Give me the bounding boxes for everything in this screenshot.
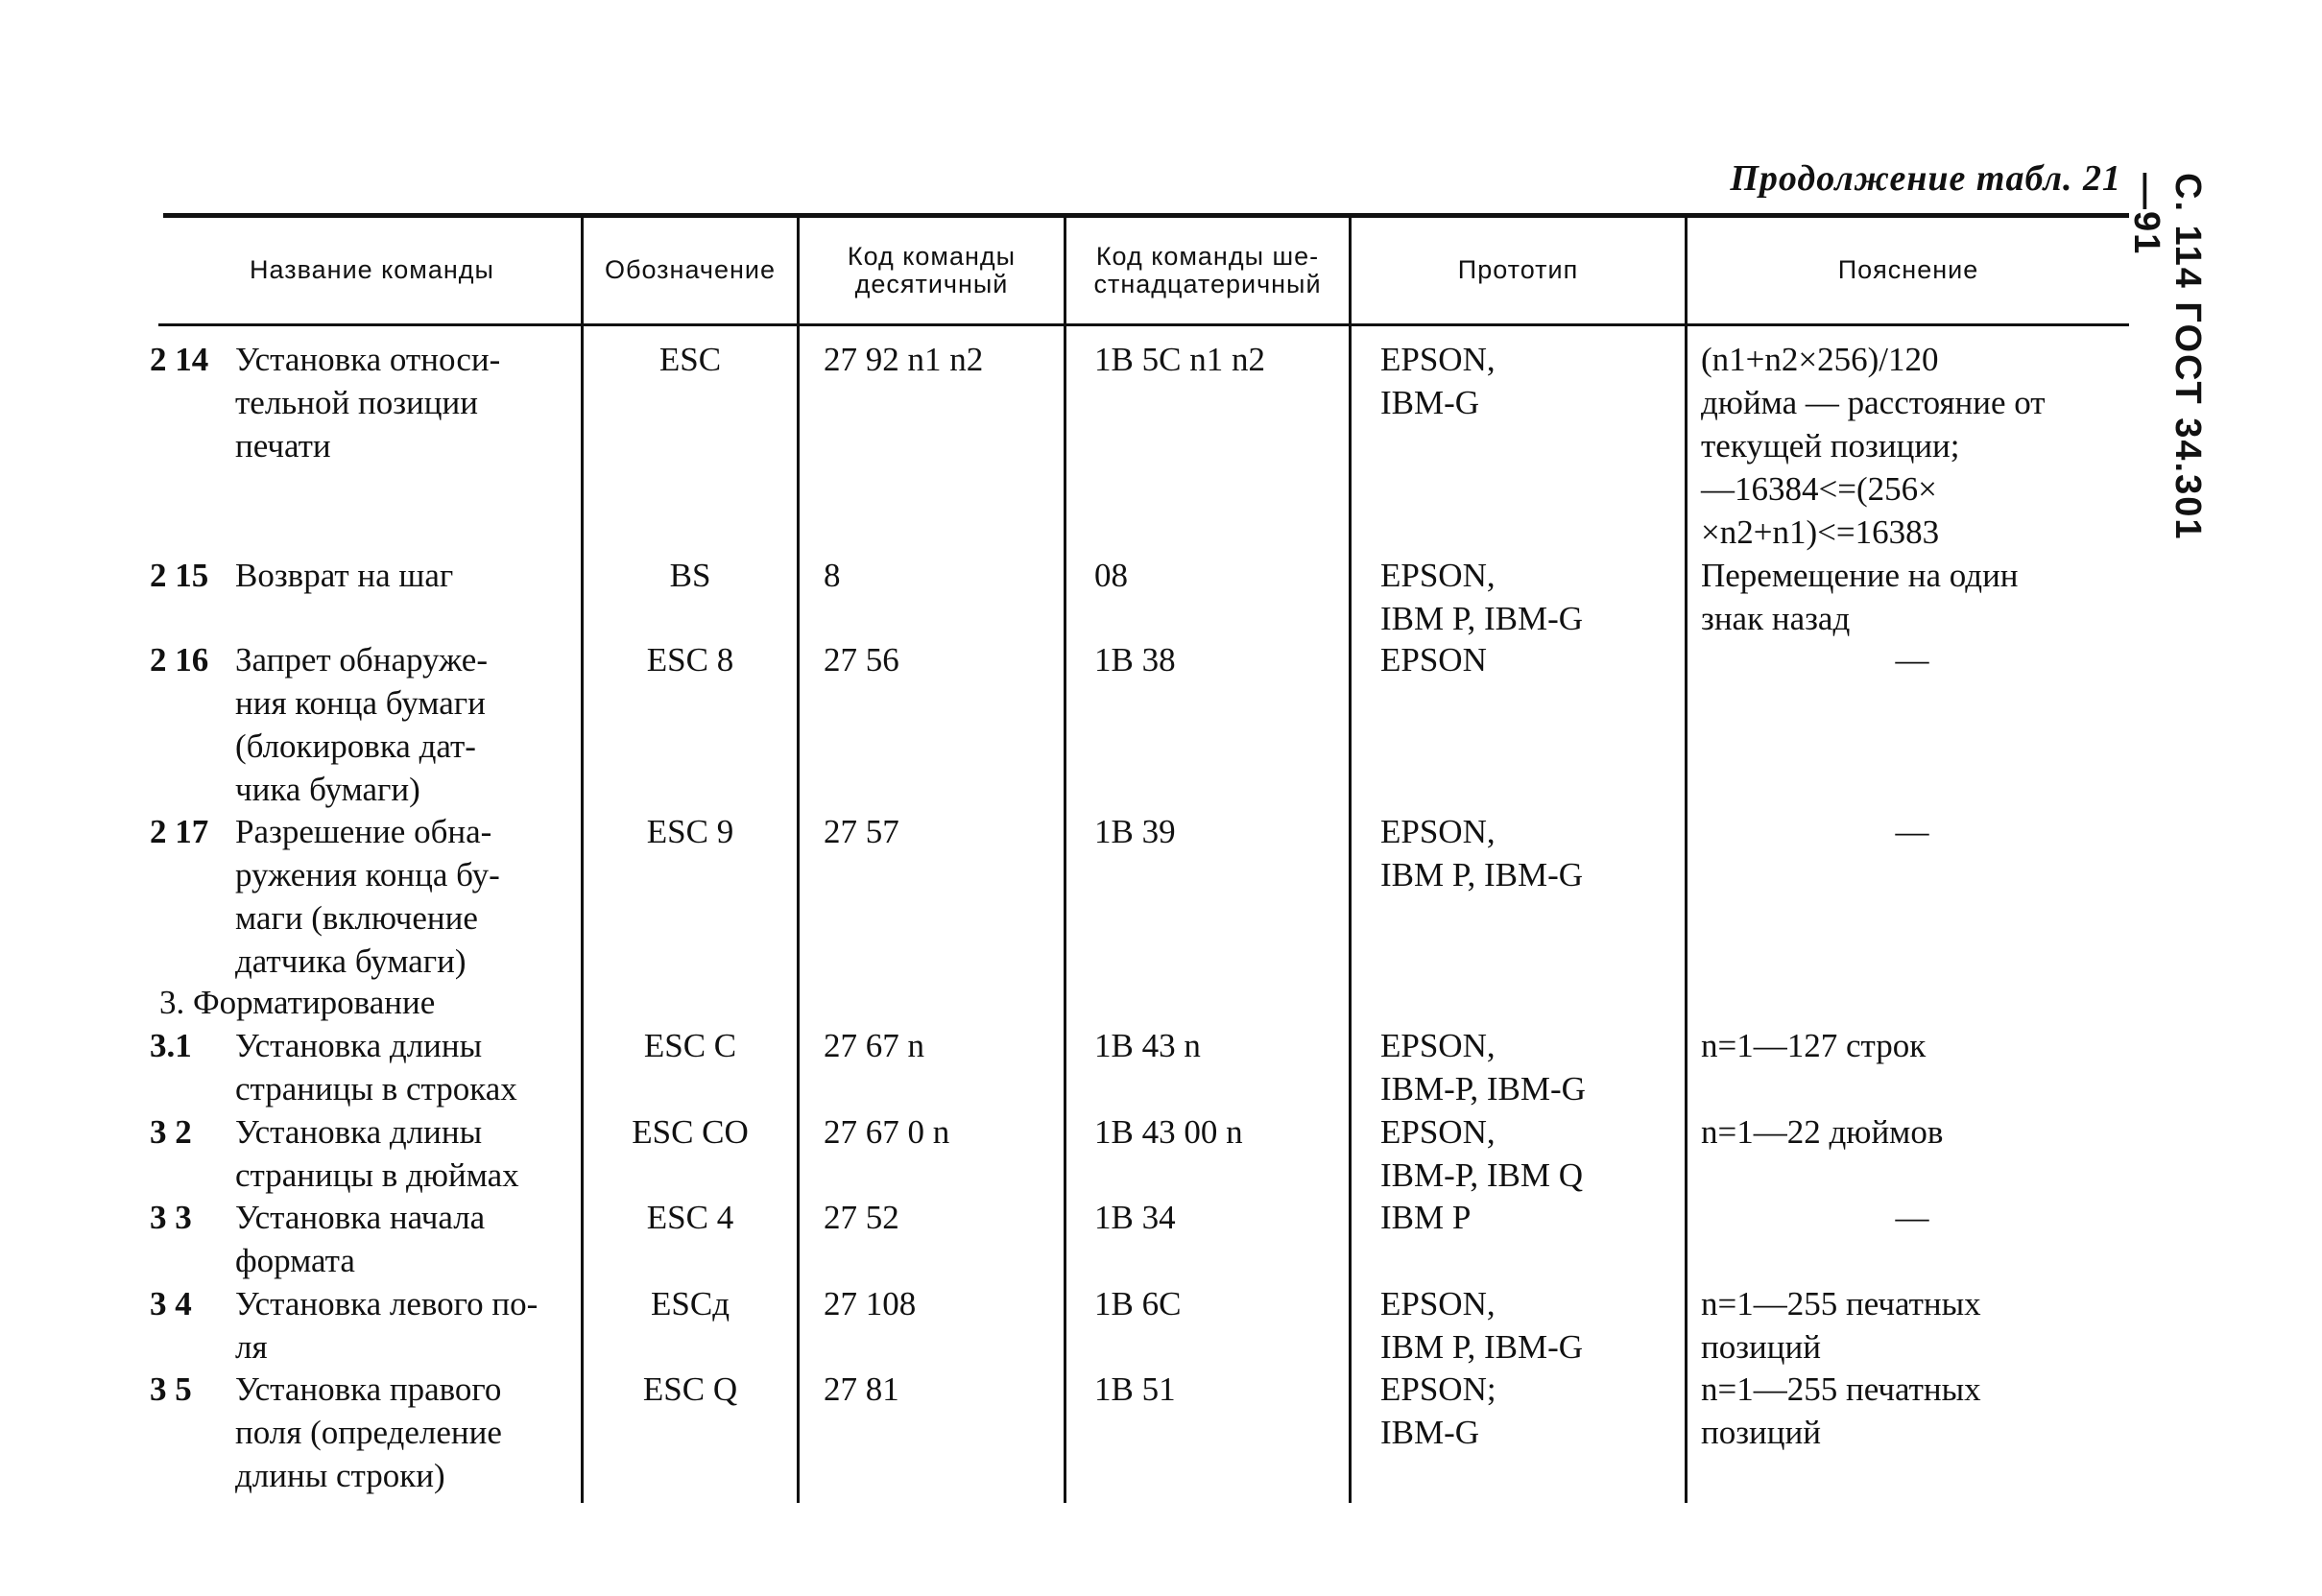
prototype-line: EPSON,: [1380, 1285, 1496, 1322]
prototype-line: EPSON,: [1380, 1027, 1496, 1064]
column-header-line: десятичный: [854, 269, 1009, 298]
hex-code-line: 1B 43 00 n: [1094, 1113, 1243, 1151]
hex-code: [1094, 1110, 1349, 1154]
decimal-code: [824, 554, 1064, 597]
command-name: [235, 810, 571, 983]
hex-code: [1094, 1196, 1349, 1239]
prototype-line: IBM-P, IBM Q: [1380, 1156, 1584, 1194]
command-name-line: Установка длины: [235, 1027, 483, 1064]
item-number: [150, 1110, 219, 1154]
command-name-line: формата: [235, 1242, 355, 1279]
explanation: [1701, 1282, 2123, 1369]
command-symbol: [584, 338, 797, 381]
column-divider: [1685, 217, 1688, 1503]
hex-code-line: 08: [1094, 557, 1128, 594]
command-name: [235, 638, 571, 811]
command-name-line: (блокировка дат-: [235, 727, 476, 765]
decimal-code: [824, 638, 1064, 681]
hex-code: [1094, 1368, 1349, 1411]
item-number: [150, 1368, 219, 1411]
explanation: [1701, 1196, 2123, 1239]
command-name: [235, 338, 571, 467]
item-number: [150, 638, 219, 681]
command-name-line: Разрешение обна-: [235, 813, 492, 850]
prototype-line: EPSON,: [1380, 557, 1496, 594]
command-name-line: страницы в строках: [235, 1070, 517, 1108]
decimal-code-line: 27 52: [824, 1199, 899, 1236]
command-name-line: Установка левого по-: [235, 1285, 539, 1322]
command-symbol-line: ESC 9: [646, 813, 734, 850]
explanation-line: n=1—255 печатных: [1701, 1370, 1981, 1408]
explanation: [1701, 1110, 2123, 1154]
hex-code-line: 1B 34: [1094, 1199, 1176, 1236]
decimal-code: [824, 1282, 1064, 1325]
prototype-line: EPSON,: [1380, 813, 1496, 850]
column-divider: [797, 217, 800, 1503]
command-name: [235, 1368, 571, 1497]
prototype-line: IBM-P, IBM-G: [1380, 1070, 1586, 1108]
decimal-code-line: 27 92 n1 n2: [824, 341, 984, 378]
decimal-code: [824, 810, 1064, 853]
explanation-line: —: [1895, 813, 1929, 850]
prototype-line: EPSON,: [1380, 341, 1496, 378]
explanation-line: n=1—255 печатных: [1701, 1285, 1981, 1322]
explanation-line: дюйма — расстояние от: [1701, 384, 2046, 421]
table-continuation-caption: Продолжение табл. 21: [1730, 158, 2121, 199]
command-name-line: длины строки): [235, 1457, 445, 1494]
item-number: [150, 1282, 219, 1325]
hex-code-line: 1B 5C n1 n2: [1094, 341, 1265, 378]
column-header-line: Код команды ше-: [1095, 242, 1320, 272]
column-header-line: Код команды: [847, 242, 1017, 272]
prototype: [1380, 554, 1685, 640]
command-name-line: тельной позиции: [235, 384, 478, 421]
explanation-line: ×n2+n1)<=16383: [1701, 513, 1940, 551]
item-number: [150, 810, 219, 853]
item-number-line: 3 5: [150, 1370, 192, 1408]
explanation-line: (n1+n2×256)/120: [1701, 341, 1939, 378]
column-header-line: Название команды: [250, 255, 494, 285]
decimal-code: [824, 1368, 1064, 1411]
hex-code: [1094, 810, 1349, 853]
decimal-code-line: 27 67 0 n: [824, 1113, 950, 1151]
command-name: [235, 1282, 571, 1369]
table-header-rule: [158, 323, 2129, 326]
command-symbol-line: ESC 8: [646, 641, 734, 679]
explanation: [1701, 810, 2123, 853]
command-name-line: Установка относи-: [235, 341, 501, 378]
item-number-line: 3 3: [150, 1199, 192, 1236]
column-header-decimal-code: [800, 217, 1064, 323]
item-number-line: 2 17: [150, 813, 209, 850]
decimal-code-line: 27 81: [824, 1370, 899, 1408]
decimal-code: [824, 1110, 1064, 1154]
command-symbol-line: ESC C: [643, 1027, 737, 1064]
column-header-line: стнадцатеричный: [1093, 269, 1322, 298]
explanation-line: текущей позиции;: [1701, 427, 1960, 465]
command-name: [235, 1196, 571, 1282]
item-number: [150, 554, 219, 597]
command-symbol-line: ESC: [658, 341, 722, 378]
explanation-line: знак назад: [1701, 600, 1851, 637]
column-divider: [1349, 217, 1352, 1503]
column-header-line: Обозначение: [605, 255, 776, 285]
hex-code-line: 1B 6C: [1094, 1285, 1182, 1322]
decimal-code: [824, 1196, 1064, 1239]
hex-code: [1094, 638, 1349, 681]
hex-code: [1094, 1024, 1349, 1067]
command-name: [235, 1110, 571, 1197]
column-header-line: Пояснение: [1837, 255, 1979, 285]
prototype: [1380, 810, 1685, 896]
command-symbol: [584, 1282, 797, 1325]
prototype-line: IBM P, IBM-G: [1380, 600, 1584, 637]
prototype: [1380, 1282, 1685, 1369]
column-header-command-name: [163, 217, 581, 323]
section-heading: [159, 981, 591, 1024]
prototype: [1380, 638, 1685, 681]
prototype-line: EPSON;: [1380, 1370, 1496, 1408]
hex-code-line: 1B 51: [1094, 1370, 1176, 1408]
column-header-line: Прототип: [1457, 255, 1579, 285]
decimal-code-line: 27 57: [824, 813, 899, 850]
command-name-line: Установка длины: [235, 1113, 483, 1151]
prototype: [1380, 338, 1685, 424]
item-number-line: 2 14: [150, 341, 209, 378]
explanation-line: Перемещение на один: [1701, 557, 2019, 594]
item-number-line: 2 16: [150, 641, 209, 679]
command-name-line: ля: [235, 1328, 268, 1366]
command-name: [235, 554, 571, 597]
hex-code: [1094, 1282, 1349, 1325]
hex-code-line: 1B 43 n: [1094, 1027, 1201, 1064]
command-symbol: [584, 1024, 797, 1067]
explanation-line: позиций: [1701, 1414, 1821, 1451]
item-number: [150, 1196, 219, 1239]
explanation-line: —: [1895, 1199, 1929, 1236]
command-symbol-line: ESC Q: [642, 1370, 738, 1408]
prototype-line: IBM P, IBM-G: [1380, 1328, 1584, 1366]
explanation: [1701, 338, 2123, 554]
explanation-line: позиций: [1701, 1328, 1821, 1366]
item-number-line: 3 4: [150, 1285, 192, 1322]
hex-code-line: 1B 39: [1094, 813, 1176, 850]
explanation: [1701, 1368, 2123, 1454]
command-symbol-line: ESC CO: [632, 1113, 749, 1151]
page-running-header: С. 114 ГОСТ 34.301—91: [2126, 173, 2208, 541]
explanation: [1701, 638, 2123, 681]
hex-code: [1094, 338, 1349, 381]
command-name-line: Установка начала: [235, 1199, 486, 1236]
decimal-code: [824, 1024, 1064, 1067]
explanation-line: —16384<=(256×: [1701, 470, 1937, 508]
prototype: [1380, 1024, 1685, 1110]
command-symbol: [584, 1196, 797, 1239]
item-number: [150, 338, 219, 381]
explanation-line: n=1—127 строк: [1701, 1027, 1927, 1064]
item-number: [150, 1024, 219, 1067]
decimal-code-line: 27 67 n: [824, 1027, 924, 1064]
command-name-line: датчика бумаги): [235, 942, 467, 980]
command-name: [235, 1024, 571, 1110]
command-name-line: ружения конца бу-: [235, 856, 500, 893]
explanation-line: n=1—22 дюймов: [1701, 1113, 1944, 1151]
column-header-symbol: [584, 217, 797, 323]
command-name-line: страницы в дюймах: [235, 1156, 519, 1194]
command-name-line: Запрет обнаруже-: [235, 641, 488, 679]
column-header-prototype: [1352, 217, 1685, 323]
prototype-line: EPSON,: [1380, 1113, 1496, 1151]
command-symbol: [584, 810, 797, 853]
prototype-line: IBM-G: [1380, 1414, 1480, 1451]
explanation: [1701, 1024, 2123, 1067]
command-symbol-line: BS: [669, 557, 711, 594]
decimal-code-line: 27 108: [824, 1285, 917, 1322]
explanation-line: —: [1895, 641, 1929, 679]
prototype: [1380, 1110, 1685, 1197]
explanation: [1701, 554, 2123, 640]
command-symbol: [584, 554, 797, 597]
item-number-line: 3.1: [150, 1027, 192, 1064]
command-name-line: ния конца бумаги: [235, 684, 486, 722]
decimal-code-line: 8: [824, 557, 841, 594]
prototype: [1380, 1368, 1685, 1454]
command-name-line: Установка правого: [235, 1370, 502, 1408]
command-symbol: [584, 638, 797, 681]
prototype-line: IBM P, IBM-G: [1380, 856, 1584, 893]
command-symbol: [584, 1368, 797, 1411]
command-name-line: чика бумаги): [235, 771, 420, 808]
item-number-line: 3 2: [150, 1113, 192, 1151]
command-name-line: маги (включение: [235, 899, 478, 937]
command-symbol-line: ESCд: [651, 1285, 730, 1322]
decimal-code-line: 27 56: [824, 641, 899, 679]
prototype-line: IBM P: [1380, 1199, 1472, 1236]
command-symbol: [584, 1110, 797, 1154]
command-name-line: печати: [235, 427, 331, 465]
column-header-explanation: [1688, 217, 2129, 323]
hex-code-line: 1B 38: [1094, 641, 1176, 679]
command-name-line: поля (определение: [235, 1414, 502, 1451]
prototype-line: EPSON: [1380, 641, 1487, 679]
hex-code: [1094, 554, 1349, 597]
section-heading-line: 3. Форматирование: [159, 984, 436, 1021]
command-symbol-line: ESC 4: [646, 1199, 734, 1236]
column-divider: [1064, 217, 1066, 1503]
prototype: [1380, 1196, 1685, 1239]
item-number-line: 2 15: [150, 557, 209, 594]
command-name-line: Возврат на шаг: [235, 557, 454, 594]
prototype-line: IBM-G: [1380, 384, 1480, 421]
column-header-hex-code: [1066, 217, 1349, 323]
decimal-code: [824, 338, 1064, 381]
